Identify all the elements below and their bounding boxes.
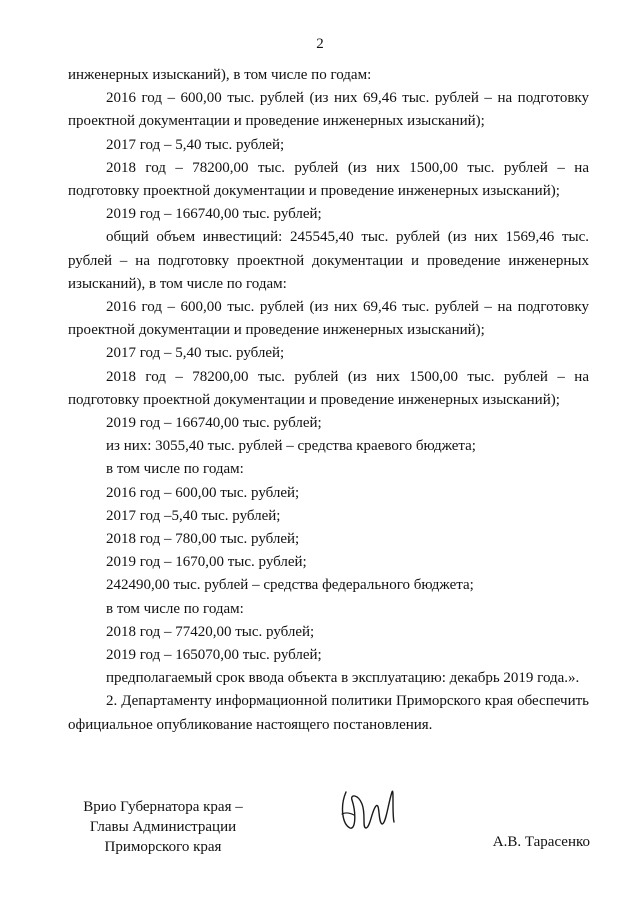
paragraph: 2016 год – 600,00 тыс. рублей (из них 69,46 тыс. рублей – на подготовку проектной документации и проведение инженерных изысканий); <box>68 90 589 130</box>
paragraph: 2018 год – 78200,00 тыс. рублей (из них 1500,00 тыс. рублей – на подготовку проектной документации и проведение инженерных изысканий); <box>68 368 589 408</box>
paragraph: 2019 год – 165070,00 тыс. рублей; <box>106 647 322 664</box>
paragraph: 2016 год – 600,00 тыс. рублей; <box>106 484 300 501</box>
paragraph: инженерных изысканий), в том числе по годам: <box>68 67 372 83</box>
signatory-title-line: Приморского края <box>104 839 222 855</box>
paragraph: из них: 3055,40 тыс. рублей – средства краевого бюджета; <box>106 438 476 455</box>
paragraph: 2016 год – 600,00 тыс. рублей (из них 69,46 тыс. рублей – на подготовку проектной документации и проведение инженерных изысканий); <box>68 299 589 339</box>
paragraph: в том числе по годам: <box>106 600 244 617</box>
signatory-title <box>68 797 258 857</box>
paragraph: 2018 год – 780,00 тыс. рублей; <box>106 531 300 548</box>
signatory-title-line: Главы Администрации <box>89 819 237 835</box>
document-body <box>68 64 589 737</box>
paragraph: общий объем инвестиций: 245545,40 тыс. рублей (из них 1569,46 тыс. рублей – на подготовку проектной документации и проведение инженерных изысканий), в том числе по годам: <box>68 229 589 292</box>
paragraph: 242490,00 тыс. рублей – средства федерального бюджета; <box>106 577 474 594</box>
paragraph: в том числе по годам: <box>106 461 244 478</box>
signatory-title-line: Врио Губернатора края – <box>83 799 243 815</box>
signatory-name: А.В. Тарасенко <box>492 834 590 850</box>
paragraph: 2. Департаменту информационной политики Приморского края обеспечить официальное опубликование настоящего постановления. <box>68 693 589 733</box>
paragraph: 2018 год – 78200,00 тыс. рублей (из них 1500,00 тыс. рублей – на подготовку проектной документации и проведение инженерных изысканий); <box>68 159 589 200</box>
paragraph: предполагаемый срок ввода объекта в эксплуатацию: декабрь 2019 года.». <box>106 670 580 687</box>
paragraph: 2017 год –5,40 тыс. рублей; <box>106 507 281 524</box>
paragraph: 2018 год – 77420,00 тыс. рублей; <box>106 623 315 640</box>
paragraph: 2019 год – 166740,00 тыс. рублей; <box>106 206 322 223</box>
paragraph: 2017 год – 5,40 тыс. рублей; <box>106 136 285 153</box>
paragraph: 2019 год – 166740,00 тыс. рублей; <box>106 415 322 432</box>
page-number: 2 <box>316 36 324 52</box>
paragraph: 2019 год – 1670,00 тыс. рублей; <box>106 554 307 571</box>
paragraph: 2017 год – 5,40 тыс. рублей; <box>106 345 285 362</box>
handwritten-signature <box>332 770 412 850</box>
